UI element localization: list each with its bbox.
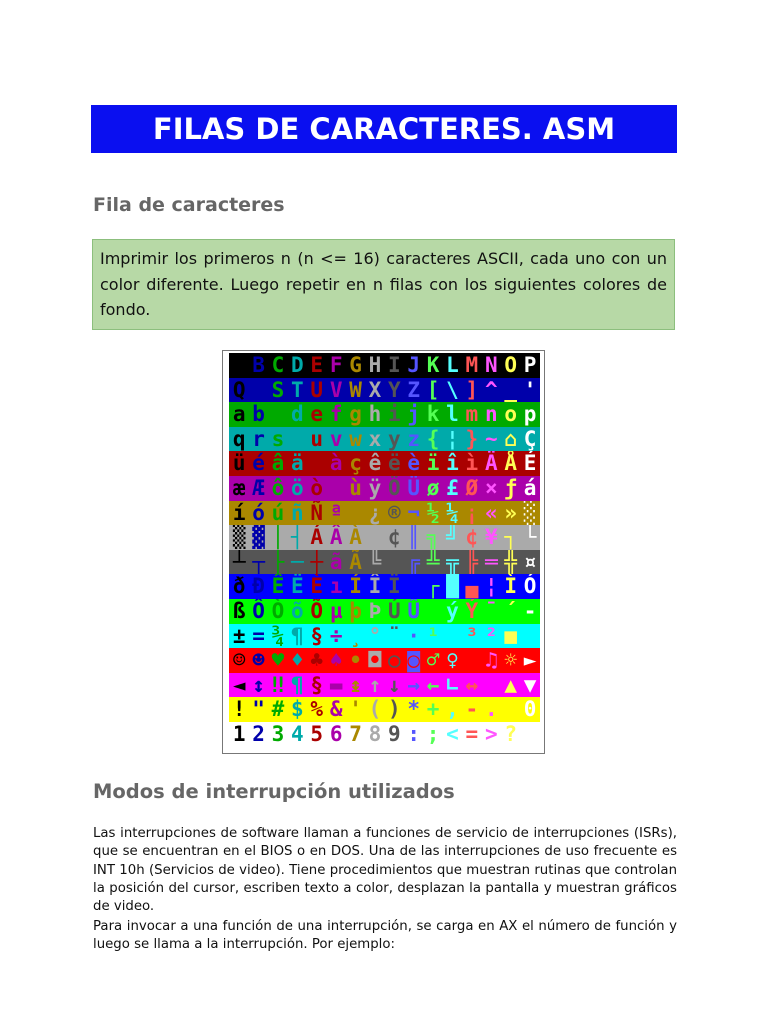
char-cell: ç: [349, 451, 361, 476]
char-cell: Á: [310, 525, 323, 550]
char-cell: ♥: [271, 648, 284, 673]
char-row: [229, 574, 540, 599]
char-cell: ▼: [523, 672, 536, 697]
char-cell: 7: [349, 721, 361, 746]
char-cell: 2: [252, 721, 264, 746]
char-cell: n: [484, 402, 497, 427]
char-cell: ┬: [252, 549, 264, 574]
char-cell: U: [310, 377, 323, 402]
char-row: [229, 402, 540, 427]
char-cell: l: [446, 402, 458, 427]
char-cell: é: [252, 451, 264, 476]
char-cell: ←: [426, 672, 439, 697]
char-cell: a: [232, 402, 245, 427]
char-cell: f: [329, 402, 342, 427]
char-cell: °: [368, 623, 381, 648]
char-cell: └: [523, 525, 536, 550]
char-cell: ¯: [484, 598, 497, 623]
char-cell: b: [252, 402, 264, 427]
char-cell: ║: [407, 525, 420, 550]
char-cell: ß: [232, 598, 245, 623]
char-cell: Î: [368, 574, 381, 599]
char-cell: ': [349, 697, 361, 722]
char-cell: Å: [504, 451, 516, 476]
char-cell: õ: [291, 598, 303, 623]
char-cell: ?: [504, 721, 516, 746]
char-cell: h: [368, 402, 381, 427]
char-cell: µ: [329, 598, 342, 623]
char-cell: ►: [523, 648, 536, 673]
char-cell: •: [349, 648, 361, 673]
char-cell: ┤: [291, 525, 303, 550]
char-cell: Ñ: [310, 500, 323, 525]
char-cell: ▲: [504, 672, 516, 697]
char-cell: ○: [387, 648, 400, 673]
char-cell: Í: [349, 574, 361, 599]
char-row: [229, 353, 540, 378]
char-cell: S: [271, 377, 284, 402]
char-cell: =: [465, 721, 478, 746]
char-cell: Ç: [523, 426, 536, 451]
char-cell: :: [407, 721, 420, 746]
char-cell: F: [329, 353, 342, 377]
char-cell: Q: [232, 377, 245, 402]
char-cell: ¦: [484, 574, 497, 599]
char-cell: Ô: [252, 598, 264, 623]
char-cell: ☻: [252, 648, 264, 673]
char-cell: (: [368, 697, 381, 722]
char-cell: Y: [387, 377, 400, 402]
char-cell: ã: [329, 549, 342, 574]
char-cell: [423, 599, 442, 624]
char-cell: *: [407, 697, 420, 722]
char-row: [229, 599, 540, 624]
char-cell: >: [484, 721, 497, 746]
char-cell: ¢: [465, 525, 478, 550]
char-cell: ┼: [310, 549, 323, 574]
ascii-grid: [229, 353, 540, 748]
char-cell: ƒ: [504, 475, 516, 500]
char-cell: ü: [232, 451, 245, 476]
char-cell: }: [465, 426, 478, 451]
char-cell: ┴: [232, 549, 245, 574]
char-cell: §: [310, 623, 323, 648]
char-cell: │: [271, 525, 284, 550]
char-cell: ı: [329, 574, 342, 599]
char-cell: ": [252, 697, 264, 722]
char-cell: ×: [484, 475, 497, 500]
char-cell: æ: [232, 475, 245, 500]
char-cell: $: [291, 697, 303, 722]
char-cell: ®: [387, 500, 400, 525]
char-cell: Æ: [252, 475, 264, 500]
char-cell: ·: [407, 623, 420, 648]
char-cell: █: [446, 574, 458, 599]
char-cell: [: [426, 377, 439, 402]
char-cell: £: [446, 475, 458, 500]
char-cell: ±: [232, 623, 245, 648]
char-cell: »: [504, 500, 516, 525]
char-cell: ╬: [504, 549, 516, 574]
char-cell: ÿ: [368, 475, 381, 500]
char-cell: ¾: [271, 623, 284, 648]
char-cell: ò: [310, 475, 323, 500]
char-cell: ì: [465, 451, 478, 476]
char-cell: ñ: [291, 500, 303, 525]
char-cell: ↕: [252, 672, 264, 697]
char-cell: þ: [349, 598, 361, 623]
char-cell: M: [465, 353, 478, 377]
char-cell: ¶: [291, 623, 303, 648]
char-cell: ': [523, 377, 536, 402]
section-heading-interrupciones: Modos de interrupción utilizados: [93, 780, 455, 803]
char-row: [229, 648, 540, 673]
char-cell: ¥: [484, 525, 497, 550]
char-cell: Ý: [465, 598, 478, 623]
char-cell: u: [310, 426, 323, 451]
char-cell: ↓: [387, 672, 400, 697]
char-cell: &: [329, 697, 342, 722]
char-cell: v: [329, 426, 342, 451]
char-cell: _: [504, 377, 516, 402]
char-cell: z: [407, 426, 420, 451]
char-cell: ┌: [426, 574, 439, 599]
char-cell: E: [310, 353, 323, 377]
char-cell: [520, 722, 539, 747]
char-cell: T: [291, 377, 303, 402]
char-cell: #: [271, 697, 284, 722]
char-row: [229, 451, 540, 476]
char-cell: Ò: [271, 598, 284, 623]
char-cell: 9: [387, 721, 400, 746]
char-cell: ╩: [426, 549, 439, 574]
char-cell: ,: [446, 697, 458, 722]
char-cell: m: [465, 402, 478, 427]
char-cell: ª: [329, 500, 342, 525]
char-cell: ½: [426, 500, 439, 525]
char-cell: ♂: [426, 648, 439, 673]
char-cell: [520, 624, 539, 649]
char-row: [229, 550, 540, 575]
char-cell: ╗: [426, 525, 439, 550]
char-cell: ø: [426, 475, 439, 500]
char-cell: Ö: [387, 475, 400, 500]
char-cell: ¢: [387, 525, 400, 550]
char-row: [229, 427, 540, 452]
char-cell: ░: [523, 500, 536, 525]
char-cell: ¹: [426, 623, 439, 648]
char-cell: Ü: [407, 475, 420, 500]
char-cell: ÷: [329, 623, 342, 648]
char-cell: !: [232, 697, 245, 722]
char-cell: ù: [349, 475, 361, 500]
char-cell: è: [407, 451, 420, 476]
char-cell: Â: [329, 525, 342, 550]
char-cell: ∟: [446, 672, 458, 697]
char-cell: Ë: [291, 574, 303, 599]
char-cell: ♫: [484, 648, 497, 673]
char-cell: ²: [484, 623, 497, 648]
char-cell: [345, 501, 364, 526]
char-cell: ¿: [368, 500, 381, 525]
char-cell: Ó: [523, 574, 536, 599]
char-cell: È: [310, 574, 323, 599]
char-cell: y: [387, 426, 400, 451]
char-cell: ]: [465, 377, 478, 402]
char-cell: Ú: [387, 598, 400, 623]
char-cell: .: [484, 697, 497, 722]
char-cell: ♦: [291, 648, 303, 673]
task-description-box: Imprimir los primeros n (n <= 16) caracteres ASCII, cada uno con un color diferente. Luego repetir en n filas con los siguientes colores de fondo.: [92, 239, 675, 330]
char-cell: ╠: [465, 549, 478, 574]
char-cell: ╦: [446, 549, 458, 574]
char-cell: [481, 673, 500, 698]
char-cell: <: [446, 721, 458, 746]
char-cell: D: [291, 353, 303, 377]
char-cell: {: [426, 426, 439, 451]
char-cell: [326, 476, 345, 501]
char-cell: ↔: [465, 672, 478, 697]
char-cell: ↑: [368, 672, 381, 697]
char-cell: [462, 648, 481, 673]
char-cell: W: [349, 377, 361, 402]
char-cell: [384, 550, 403, 575]
char-cell: Ø: [465, 475, 478, 500]
char-cell: ö: [291, 475, 303, 500]
char-cell: «: [484, 500, 497, 525]
char-cell: B: [252, 353, 264, 377]
char-cell: P: [523, 353, 536, 377]
char-cell: Ê: [271, 574, 284, 599]
char-cell: k: [426, 402, 439, 427]
char-cell: e: [310, 402, 323, 427]
char-cell: ├: [271, 549, 284, 574]
char-row: [229, 722, 540, 747]
char-cell: J: [407, 353, 420, 377]
char-cell: ä: [291, 451, 303, 476]
char-cell: K: [426, 353, 439, 377]
ascii-color-screenshot: [222, 350, 545, 754]
char-cell: -: [465, 697, 478, 722]
char-cell: o: [504, 402, 516, 427]
char-cell: ▄: [465, 574, 478, 599]
char-cell: ■: [504, 623, 516, 648]
char-cell: ): [387, 697, 400, 722]
char-row: [229, 624, 540, 649]
char-cell: g: [349, 402, 361, 427]
char-cell: w: [349, 426, 361, 451]
char-cell: d: [291, 402, 303, 427]
char-cell: Û: [407, 598, 420, 623]
char-cell: ~: [484, 426, 497, 451]
char-cell: ♀: [446, 648, 458, 673]
char-row: [229, 378, 540, 403]
char-cell: ´: [504, 598, 516, 623]
char-cell: Þ: [368, 598, 381, 623]
char-cell: ¸: [349, 623, 361, 648]
char-cell: Ð: [252, 574, 264, 599]
char-cell: +: [426, 697, 439, 722]
char-cell: á: [523, 475, 536, 500]
char-cell: x: [368, 426, 381, 451]
char-cell: [229, 353, 248, 378]
char-cell: G: [349, 353, 361, 377]
char-cell: ╝: [446, 525, 458, 550]
char-cell: →: [407, 672, 420, 697]
char-cell: 0: [523, 697, 536, 722]
char-cell: ê: [368, 451, 381, 476]
char-cell: s: [271, 426, 284, 451]
char-cell: 4: [291, 721, 303, 746]
char-cell: À: [349, 525, 361, 550]
char-cell: ¨: [387, 623, 400, 648]
char-cell: ¦: [446, 426, 458, 451]
char-cell: ◙: [407, 648, 420, 673]
char-cell: ◘: [368, 648, 381, 673]
char-cell: 8: [368, 721, 381, 746]
char-cell: j: [407, 402, 420, 427]
paragraph-invocar: Para invocar a una función de una interrupción, se carga en AX el número de función y luego se llama a la interrupción. Por ejemplo:: [93, 919, 677, 953]
char-cell: ô: [271, 475, 284, 500]
char-cell: à: [329, 451, 342, 476]
char-cell: ï: [426, 451, 439, 476]
char-cell: 6: [329, 721, 342, 746]
char-cell: Õ: [310, 598, 323, 623]
section-heading-fila: Fila de caracteres: [93, 194, 285, 216]
char-cell: q: [232, 426, 245, 451]
char-cell: C: [271, 353, 284, 377]
char-cell: ▬: [329, 672, 342, 697]
char-cell: I: [387, 353, 400, 377]
char-cell: [500, 697, 519, 722]
char-cell: ¶: [291, 672, 303, 697]
char-cell: 5: [310, 721, 323, 746]
char-cell: p: [523, 402, 536, 427]
char-cell: i: [387, 402, 400, 427]
char-cell: \: [446, 377, 458, 402]
char-cell: ¡: [465, 500, 478, 525]
char-cell: [248, 378, 267, 403]
char-cell: Ä: [484, 451, 497, 476]
char-cell: ╚: [368, 549, 381, 574]
char-cell: [307, 451, 326, 476]
char-cell: [404, 574, 423, 599]
char-row: [229, 476, 540, 501]
char-cell: V: [329, 377, 342, 402]
char-cell: [268, 402, 287, 427]
char-cell: ↨: [349, 672, 361, 697]
char-cell: [287, 427, 306, 452]
char-row: [229, 673, 540, 698]
char-cell: Ï: [387, 574, 400, 599]
char-cell: %: [310, 697, 323, 722]
char-cell: O: [504, 353, 516, 377]
char-cell: §: [310, 672, 323, 697]
char-cell: ♠: [329, 648, 342, 673]
char-cell: X: [368, 377, 381, 402]
char-cell: ┐: [504, 525, 516, 550]
char-cell: ♣: [310, 648, 323, 673]
char-cell: =: [252, 623, 264, 648]
document-title-banner: [91, 105, 677, 153]
char-cell: ═: [484, 549, 497, 574]
char-cell: H: [368, 353, 381, 377]
char-cell: ë: [387, 451, 400, 476]
char-cell: É: [523, 451, 536, 476]
char-cell: ╔: [407, 549, 420, 574]
char-cell: ^: [484, 377, 497, 402]
char-cell: ◄: [232, 672, 245, 697]
char-cell: [442, 624, 461, 649]
char-cell: ─: [291, 549, 303, 574]
char-cell: ³: [465, 623, 478, 648]
paragraph-isr: Las interrupciones de software llaman a funciones de servicio de interrupciones (ISRs), que se encuentran en el BIOS o en DOS. Una de las interrupciones de uso frecuente es INT 10h (Servicios de video). Tiene procedimientos que muestran rutinas que controlan la posición del cursor, escriben texto a color, desplazan la pantalla y muestran gráficos de video.: [93, 826, 677, 915]
char-cell: î: [446, 451, 458, 476]
char-cell: r: [252, 426, 264, 451]
char-cell: ¤: [523, 549, 536, 574]
char-cell: [365, 525, 384, 550]
char-row: [229, 697, 540, 722]
char-cell: ⌂: [504, 426, 516, 451]
char-cell: 1: [232, 721, 245, 746]
char-row: [229, 501, 540, 526]
char-cell: ¼: [446, 500, 458, 525]
char-cell: ▒: [232, 525, 245, 550]
char-cell: ☺: [232, 648, 245, 673]
char-cell: ú: [271, 500, 284, 525]
char-cell: ý: [446, 598, 458, 623]
char-cell: ð: [232, 574, 245, 599]
char-cell: Ã: [349, 549, 361, 574]
document-title: FILAS DE CARACTERES. ASM: [152, 112, 616, 146]
char-cell: -: [523, 598, 536, 623]
char-cell: ¬: [407, 500, 420, 525]
char-cell: â: [271, 451, 284, 476]
char-row: [229, 525, 540, 550]
char-cell: Ì: [504, 574, 516, 599]
char-cell: í: [232, 500, 245, 525]
char-cell: ▓: [252, 525, 264, 550]
char-cell: L: [446, 353, 458, 377]
char-cell: ‼: [271, 672, 284, 697]
char-cell: N: [484, 353, 497, 377]
char-cell: 3: [271, 721, 284, 746]
char-cell: Z: [407, 377, 420, 402]
char-cell: ;: [426, 721, 439, 746]
char-cell: ☼: [504, 648, 516, 673]
char-cell: ó: [252, 500, 264, 525]
